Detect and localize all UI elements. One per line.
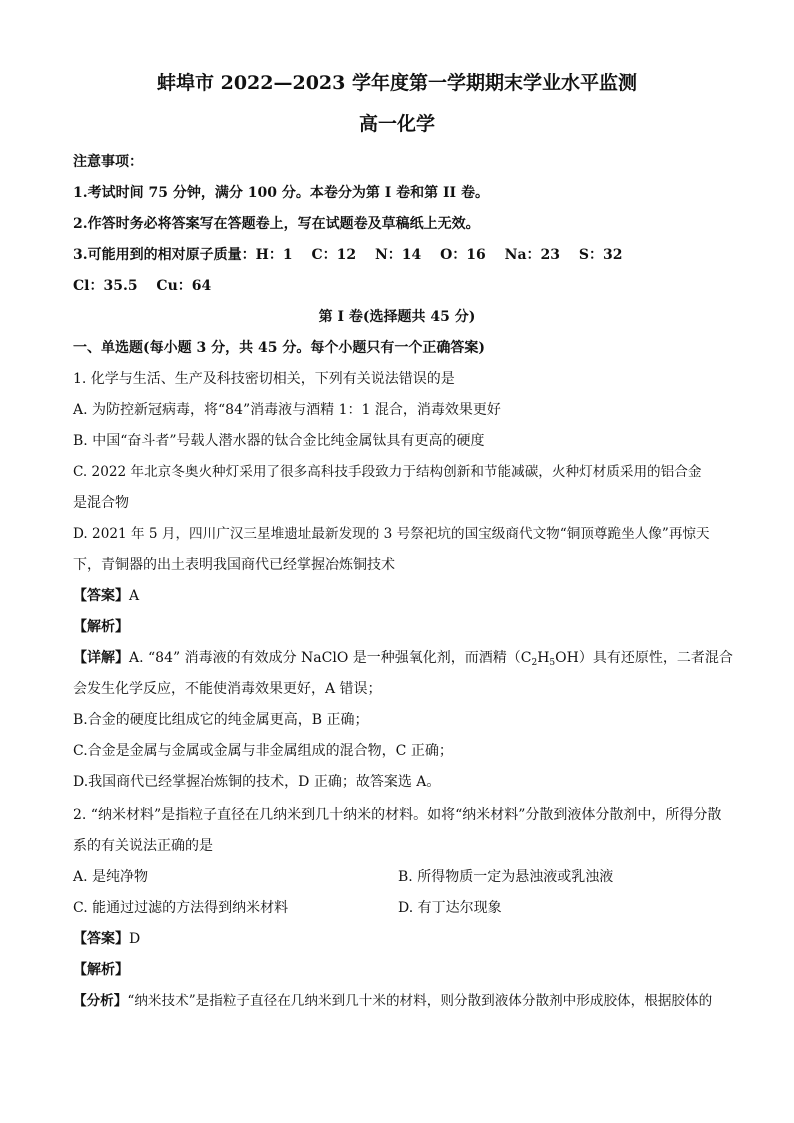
q1-option-b: B. 中国“奋斗者”号载人潜水器的钛合金比纯金属钛具有更高的硬度 [73, 433, 485, 449]
q1-detail-3: B.合金的硬度比组成它的纯金属更高，B 正确； [73, 712, 369, 728]
q2-option-d: D. 有丁达尔现象 [398, 900, 502, 916]
q2-stem-cont: 系的有关说法正确的是 [73, 838, 213, 854]
subscript: 2 [531, 658, 538, 668]
notice-item-1: 1.考试时间 75 分钟，满分 100 分。本卷分为第 I 卷和第 II 卷。 [73, 185, 489, 201]
q2-option-c: C. 能通过过滤的方法得到纳米材料 [73, 900, 289, 916]
q2-answer [73, 929, 140, 949]
q1-option-d-cont: 下，青铜器的出土表明我国商代已经掌握冶炼铜技术 [73, 557, 395, 573]
q1-option-a: A. 为防控新冠病毒，将“84”消毒液与酒精 1：1 混合，消毒效果更好 [73, 402, 501, 418]
q1-stem: 1. 化学与生活、生产及科技密切相关，下列有关说法错误的是 [73, 371, 455, 387]
q1-detail-5: D.我国商代已经掌握冶炼铜的技术，D 正确；故答案选 A。 [73, 774, 441, 790]
detail-text: OH）具有还原性，二者混合 [555, 650, 733, 666]
part-title: 第 I 卷(选择题共 45 分) [318, 309, 476, 325]
q1-option-c-cont: 是混合物 [73, 495, 129, 511]
exam-subtitle: 高一化学 [358, 113, 435, 135]
notice-item-2: 2.作答时务必将答案写在答题卷上，写在试题卷及草稿纸上无效。 [73, 216, 480, 232]
q1-detail-1 [73, 648, 733, 668]
q1-detail-2: 会发生化学反应，不能使消毒效果更好，A 错误； [73, 681, 382, 697]
detail-text: A. “84” 消毒液的有效成分 NaClO 是一种强氧化剂，而酒精（C [129, 650, 532, 666]
detail-label: 【详解】 [73, 650, 129, 666]
q1-analysis-label: 【解析】 [73, 619, 129, 635]
notice-item-3: 3.可能用到的相对原子质量：H：1 C：12 N：14 O：16 Na：23 S：32 [73, 247, 623, 263]
notice-heading: 注意事项： [73, 154, 143, 170]
detail-text: H [537, 650, 550, 666]
q1-answer [73, 586, 139, 606]
section-heading: 一、单选题(每小题 3 分，共 45 分。每个小题只有一个正确答案) [73, 340, 485, 356]
q1-detail-4: C.合金是金属与金属或金属与非金属组成的混合物，C 正确； [73, 743, 453, 759]
notice-item-3-cont: Cl：35.5 Cu：64 [73, 278, 212, 294]
q1-option-c: C. 2022 年北京冬奥火种灯采用了很多高科技手段致力于结构创新和节能减碳，火种灯材质采用的铝合金 [73, 464, 702, 480]
subscript: 5 [549, 658, 556, 668]
answer-value: D [129, 931, 141, 947]
q2-stem: 2. “纳米材料”是指粒子直径在几纳米到几十纳米的材料。如将“纳米材料”分散到液体分散剂中，所得分散 [73, 807, 722, 823]
note-label: 【分析】 [73, 993, 128, 1009]
exam-title: 蚌埠市 2022—2023 学年度第一学期期末学业水平监测 [157, 72, 637, 94]
q2-analysis-label: 【解析】 [73, 962, 129, 978]
q2-option-a: A. 是纯净物 [73, 869, 149, 885]
q1-option-d: D. 2021 年 5 月，四川广汉三星堆遗址最新发现的 3 号祭祀坑的国宝级商代文物“铜顶尊跪坐人像”再惊天 [73, 526, 710, 542]
q2-option-b: B. 所得物质一定为悬浊液或乳浊液 [398, 869, 614, 885]
note-text: “纳米技术”是指粒子直径在几纳米到几十米的材料，则分散到液体分散剂中形成胶体，根据胶体的 [127, 993, 713, 1009]
q2-note [73, 991, 712, 1011]
answer-value: A [129, 588, 140, 604]
answer-label: 【答案】 [73, 588, 129, 604]
answer-label: 【答案】 [73, 931, 129, 947]
